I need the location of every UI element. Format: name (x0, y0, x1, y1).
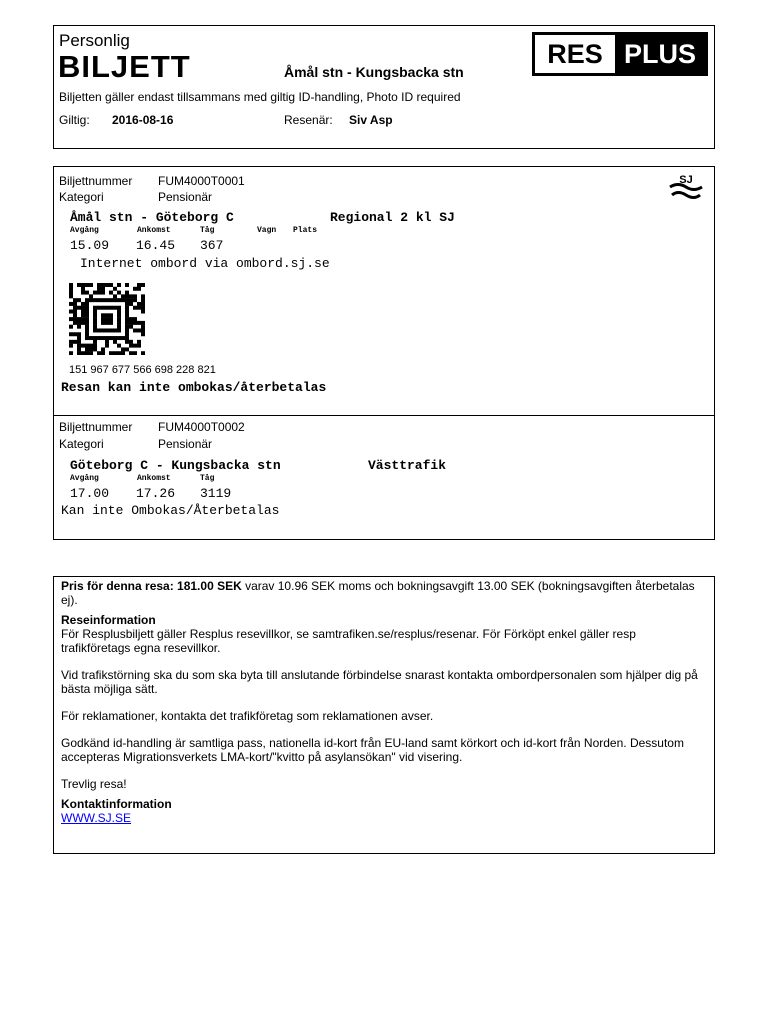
ticket2-departure-time: 17.00 (70, 486, 110, 501)
info-para-5: Trevlig resa! (61, 777, 127, 791)
traveller-name: Siv Asp (349, 113, 393, 127)
sj-logo-icon (666, 171, 706, 203)
ticket1-arrival-time: 16.45 (136, 238, 176, 253)
ticket1-col-seat: Plats (293, 226, 318, 235)
ticket1-category: Pensionär (158, 190, 213, 204)
valid-date: 2016-08-16 (112, 113, 174, 127)
ticket1-departure-time: 15.09 (70, 238, 110, 253)
ticket2-route: Göteborg C - Kungsbacka stn (70, 458, 281, 473)
ticket1-col-car: Vagn (257, 226, 277, 235)
biljett-title: BILJETT (58, 49, 191, 84)
ticket2-arrival-time: 17.26 (136, 486, 176, 501)
sj-logo-text: SJ (679, 174, 693, 186)
ticket1-refund-notice: Resan kan inte ombokas/återbetalas (61, 380, 327, 395)
ticket-header (53, 25, 715, 149)
ticket1-number-label: Biljettnummer (59, 174, 133, 188)
reseinfo-heading: Reseinformation (61, 613, 156, 627)
resplus-logo-plus: PLUS (615, 35, 705, 73)
price-bold: Pris för denna resa: 181.00 SEK (61, 579, 242, 593)
ticket1-onboard-info: Internet ombord via ombord.sj.se (80, 256, 330, 271)
ticket1-col-train: Tåg (200, 226, 215, 235)
valid-label: Giltig: (59, 113, 90, 127)
ticket2-col-train: Tåg (200, 474, 215, 483)
info-box (53, 576, 715, 854)
ticket1-barcode (69, 283, 145, 355)
ticket2-category-label: Kategori (59, 437, 104, 451)
ticket2-refund-notice: Kan inte Ombokas/Återbetalas (61, 503, 280, 518)
ticket1-route: Åmål stn - Göteborg C (70, 210, 234, 225)
info-para-3: För reklamationer, kontakta det trafikföretag som reklamationen avser. (61, 709, 434, 723)
sj-website-link[interactable]: WWW.SJ.SE (61, 811, 131, 825)
ticket2-category: Pensionär (158, 437, 213, 451)
traveller-label: Resenär: (284, 113, 333, 127)
price-details: varav 10.96 SEK moms och bokningsavgift 13.00 SEK (bokningsavgiften återbetalas ej). (61, 579, 695, 607)
ticket1-code-number: 151 967 677 566 698 228 821 (69, 364, 216, 376)
ticket1-number: FUM4000T0001 (158, 174, 245, 188)
ticket2-train-number: 3119 (200, 486, 232, 501)
resplus-logo (532, 32, 708, 76)
info-para-4: Godkänd id-handling är samtliga pass, nationella id-kort från EU-land samt körkort och id-kort från Norden. Dessutom accepteras Migrationsverkets LMA-kort/"kvitto på asylansökan" vid visering. (61, 736, 684, 764)
ticket1-category-label: Kategori (59, 190, 104, 204)
ticket2-col-arrival: Ankomst (137, 474, 171, 483)
header-route: Åmål stn - Kungsbacka stn (284, 64, 464, 80)
resplus-logo-res: RES (535, 35, 615, 73)
ticket2-number: FUM4000T0002 (158, 420, 245, 434)
ticket2-service: Västtrafik (368, 458, 447, 473)
ticket-divider (54, 415, 714, 416)
personlig-label: Personlig (59, 31, 130, 50)
ticket1-service: Regional 2 kl SJ (330, 210, 455, 225)
price-paragraph (61, 579, 707, 607)
tickets-box (53, 166, 715, 540)
info-para-2: Vid trafikstörning ska du som ska byta till anslutande förbindelse snarast kontakta ombordpersonalen som hjälper dig på bästa möjliga sätt. (61, 668, 698, 696)
ticket2-number-label: Biljettnummer (59, 420, 133, 434)
ticket2-col-departure: Avgång (70, 474, 99, 483)
ticket1-col-departure: Avgång (70, 226, 99, 235)
ticket1-train-number: 367 (200, 238, 224, 253)
contact-heading: Kontaktinformation (61, 797, 172, 811)
info-para-1: För Resplusbiljett gäller Resplus resevillkor, se samtrafiken.se/resplus/resenar. För Förköpt enkel gäller resp trafikföretags egna resevillkor. (61, 627, 636, 655)
ticket1-col-arrival: Ankomst (137, 226, 171, 235)
id-notice: Biljetten gäller endast tillsammans med giltig ID-handling, Photo ID required (59, 90, 461, 104)
